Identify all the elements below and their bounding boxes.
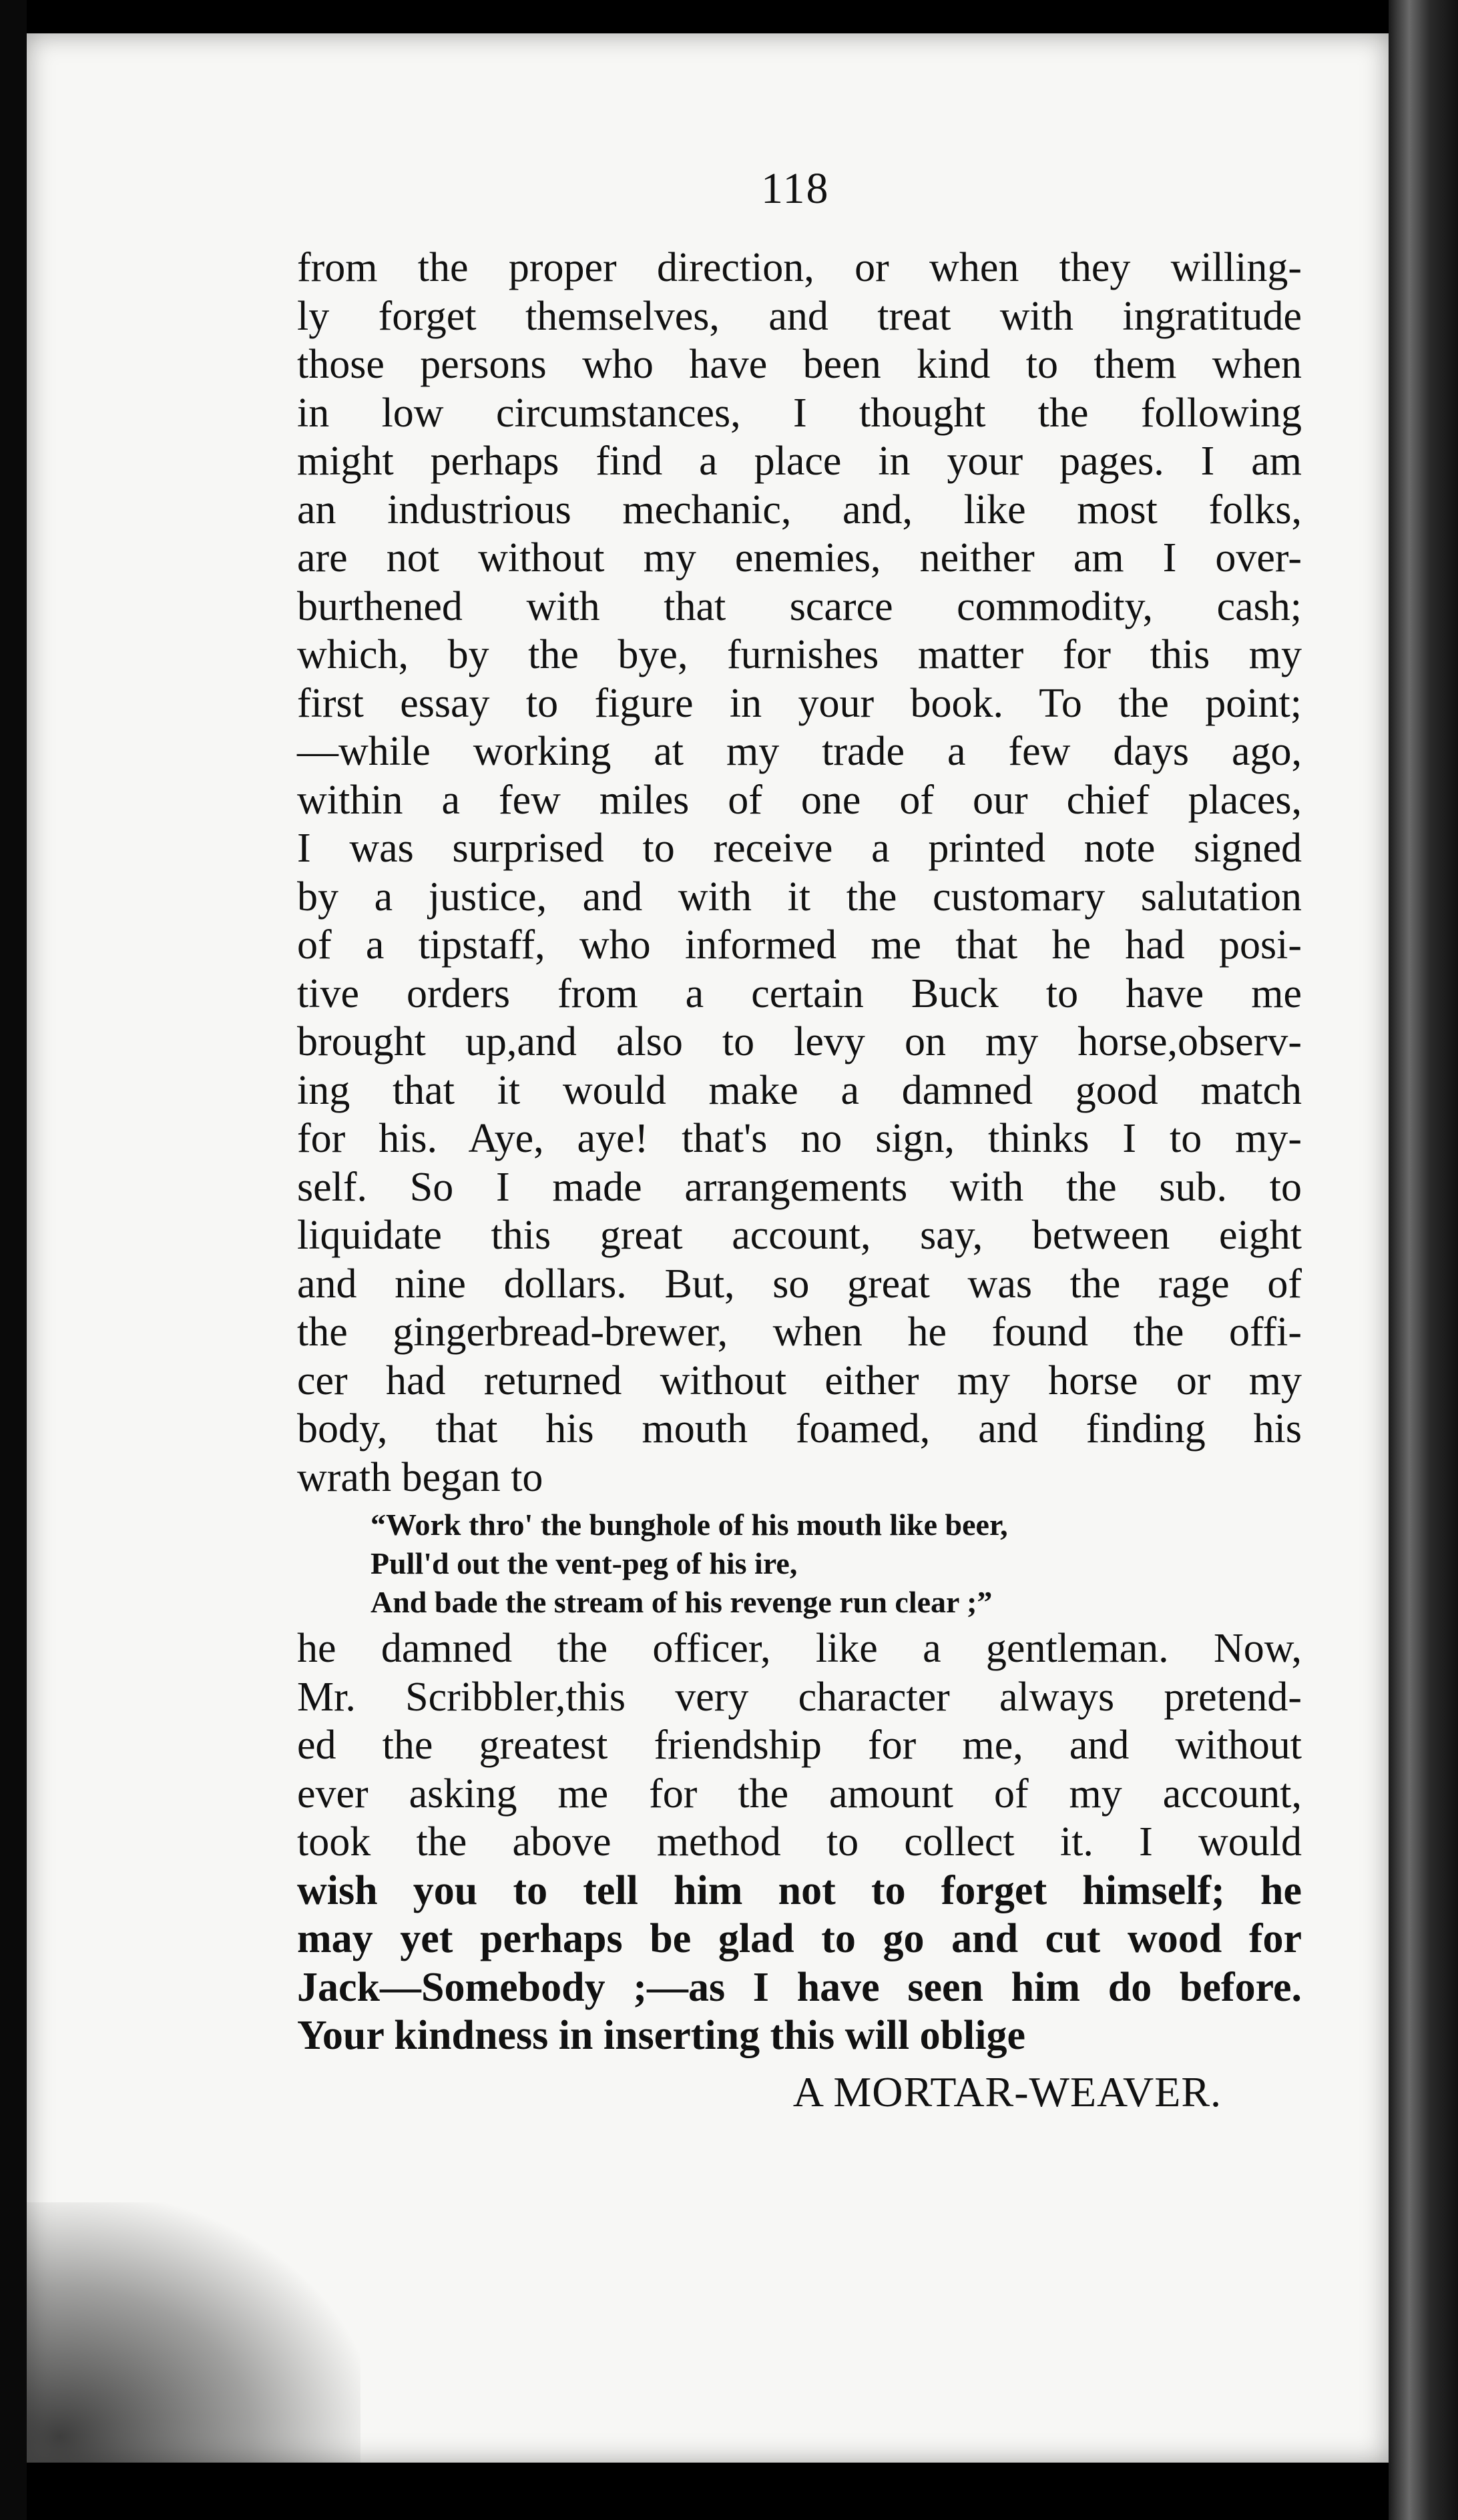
- letter-body: [297, 244, 1302, 2119]
- text-line: and nine dollars. But, so great was the rage of: [297, 1261, 1302, 1307]
- text-line: cer had returned without either my horse or my: [297, 1357, 1302, 1403]
- text-line: within a few miles of one of our chief places,: [297, 777, 1302, 823]
- adjacent-page-edge: [1389, 0, 1458, 2520]
- text-line: took the above method to collect it. I would: [297, 1819, 1302, 1865]
- text-line: in low circumstances, I thought the following: [297, 390, 1302, 436]
- text-line: Your kindness in inserting this will oblige: [297, 2013, 1026, 2058]
- text-line: brought up,and also to levy on my horse,observ-: [297, 1019, 1302, 1064]
- text-line: ever asking me for the amount of my account,: [297, 1771, 1302, 1817]
- text-line: I was surprised to receive a printed note signed: [297, 826, 1302, 871]
- text-line: are not without my enemies, neither am I over-: [297, 535, 1302, 581]
- text-line: of a tipstaff, who informed me that he had posi-: [297, 922, 1302, 968]
- text-line: burthened with that scarce commodity, cash;: [297, 583, 1302, 629]
- text-line: liquidate this great account, say, between eight: [297, 1213, 1302, 1258]
- text-line: he damned the officer, like a gentleman. Now,: [297, 1626, 1302, 1671]
- text-line: the gingerbread-brewer, when he found the offi-: [297, 1309, 1302, 1355]
- text-line: wish you to tell him not to forget himself; he: [297, 1867, 1302, 1913]
- text-line: first essay to figure in your book. To the point;: [297, 680, 1302, 726]
- text-line: from the proper direction, or when they willing-: [297, 245, 1302, 290]
- text-line: ly forget themselves, and treat with ingratitude: [297, 293, 1302, 339]
- verse-line: And bade the stream of his revenge run clear ;”: [371, 1585, 993, 1619]
- verse-line: Pull'd out the vent-peg of his ire,: [371, 1546, 798, 1580]
- text-line: by a justice, and with it the customary salutation: [297, 874, 1302, 920]
- text-line: ing that it would make a damned good match: [297, 1067, 1302, 1113]
- verse-quote: [297, 1502, 1302, 1624]
- text-line: for his. Aye, aye! that's no sign, thinks I to my-: [297, 1116, 1302, 1161]
- scan-shadow: [27, 2202, 360, 2463]
- page-number: 118: [761, 164, 830, 213]
- text-line: which, by the bye, furnishes matter for this my: [297, 632, 1302, 677]
- text-line: Jack—Somebody ;—as I have seen him do before.: [297, 1964, 1302, 2010]
- text-line: those persons who have been kind to them when: [297, 342, 1302, 387]
- text-line: tive orders from a certain Buck to have me: [297, 970, 1302, 1016]
- text-line: ed the greatest friendship for me, and without: [297, 1722, 1302, 1768]
- text-line: —while working at my trade a few days ago,: [297, 729, 1302, 774]
- verse-line: “Work thro' the bunghole of his mouth like beer,: [371, 1508, 1008, 1542]
- text-line: self. So I made arrangements with the sub. to: [297, 1164, 1302, 1210]
- signature: A MORTAR-WEAVER.: [792, 2068, 1222, 2116]
- text-line: might perhaps find a place in your pages. I am: [297, 438, 1302, 484]
- text-line: may yet perhaps be glad to go and cut wood for: [297, 1916, 1302, 1961]
- text-line: body, that his mouth foamed, and finding his: [297, 1406, 1302, 1452]
- text-line: an industrious mechanic, and, like most folks,: [297, 487, 1302, 533]
- text-line: Mr. Scribbler,this very character always pretend-: [297, 1674, 1302, 1720]
- text-line: wrath began to: [297, 1454, 543, 1500]
- scan-left-edge: [0, 0, 27, 2520]
